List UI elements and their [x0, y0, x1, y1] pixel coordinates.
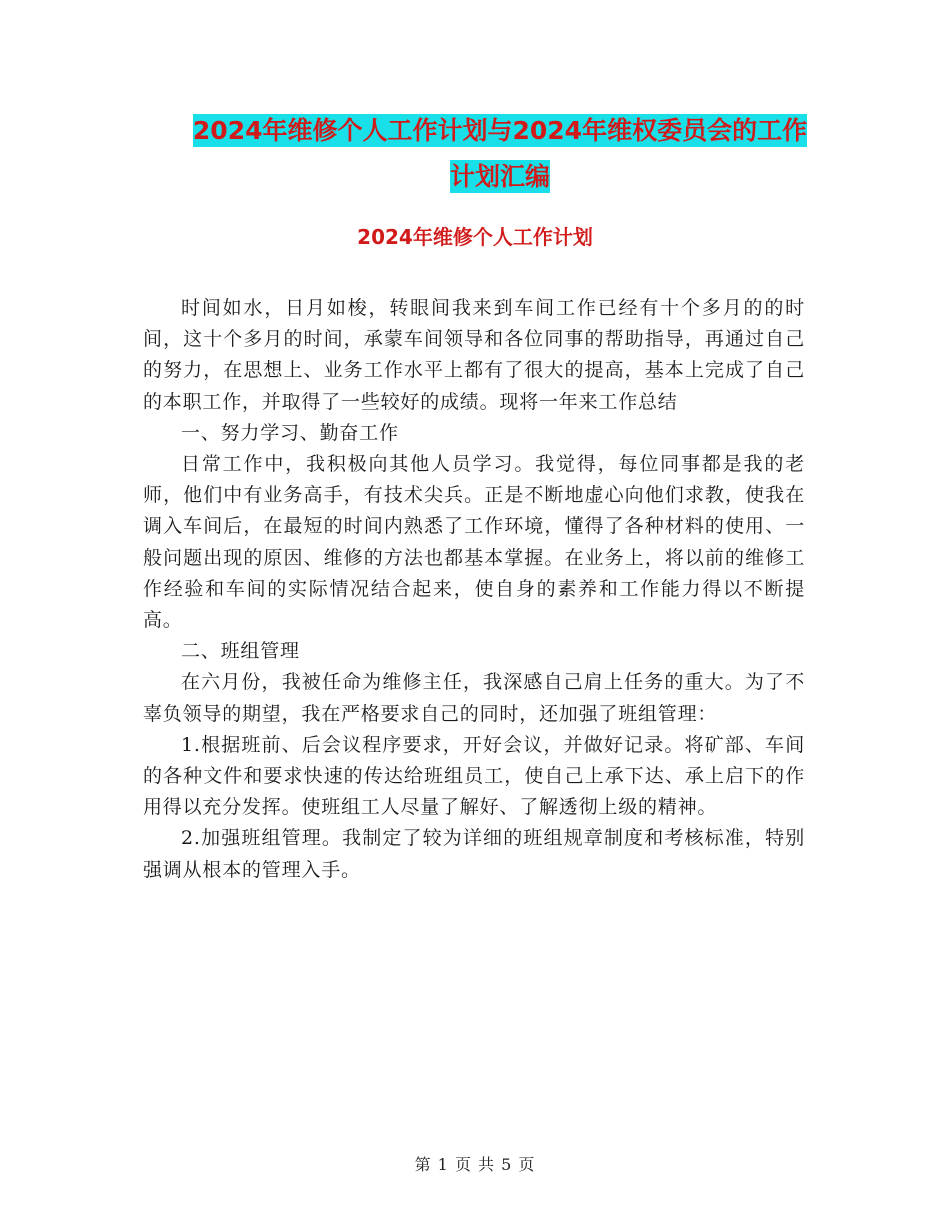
document-title-line2: 计划汇编: [449, 162, 550, 191]
heading-study-work: 一、努力学习、勤奋工作: [181, 421, 399, 444]
document-title: [130, 108, 870, 200]
paragraph-item-2: 2.加强班组管理。我制定了较为详细的班组规章制度和考核标准，特别强调从根本的管理入手。: [143, 827, 805, 881]
section-title: 2024年维修个人工作计划: [357, 225, 593, 249]
paragraph-team-management: 在六月份，我被任命为维修主任，我深感自己肩上任务的重大。为了不辜负领导的期望，我在严格要求自己的同时，还加强了班组管理：: [143, 671, 805, 725]
document-title-line1: 2024年维修个人工作计划与2024年维权委员会的工作: [192, 116, 808, 145]
paragraph-item-1: 1.根据班前、后会议程序要求，开好会议，并做好记录。将矿部、车间的各种文件和要求快速的传达给班组员工，使自己上承下达、承上启下的作用得以充分发挥。使班组工人尽量了解好、了解透彻上级的精神。: [143, 733, 805, 819]
paragraph-intro: 时间如水，日月如梭，转眼间我来到车间工作已经有十个多月的的时间，这十个多月的时间，承蒙车间领导和各位同事的帮助指导，再通过自己的努力，在思想上、业务工作水平上都有了很大的提高，基本上完成了自己的本职工作，并取得了一些较好的成绩。现将一年来工作总结: [143, 297, 805, 413]
heading-team-management: 二、班组管理: [181, 640, 300, 663]
page-number-footer: 第 1 页 共 5 页: [414, 1155, 536, 1174]
document-body: [143, 293, 805, 886]
paragraph-study-work: 日常工作中，我积极向其他人员学习。我觉得，每位同事都是我的老师，他们中有业务高手，有技术尖兵。正是不断地虚心向他们求教，使我在调入车间后，在最短的时间内熟悉了工作环境，懂得了各种材料的使用、一般问题出现的原因、维修的方法也都基本掌握。在业务上，将以前的维修工作经验和车间的实际情况结合起来，使自身的素养和工作能力得以不断提高。: [143, 453, 805, 632]
